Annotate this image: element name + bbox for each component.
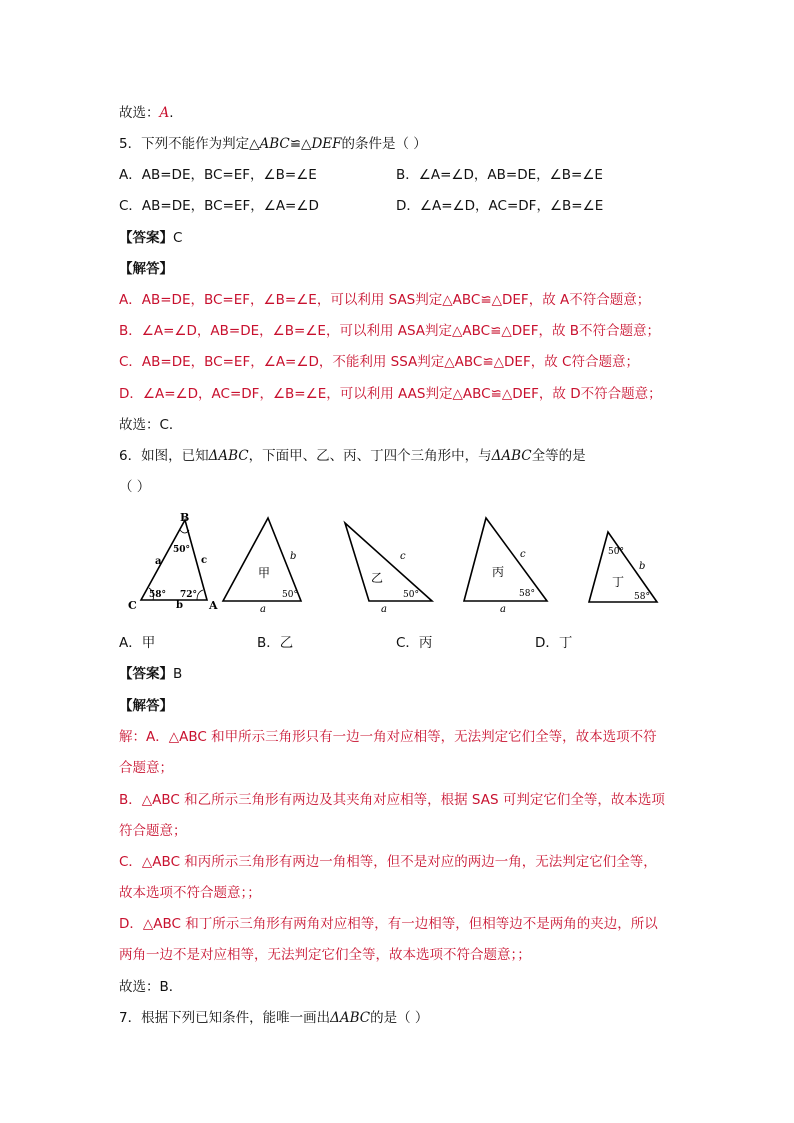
q6-stem-abc: ΔABC <box>208 448 249 464</box>
q5-stem-text: 5．下列不能作为判定△ <box>119 136 260 152</box>
vertex-b-label: B <box>180 511 190 524</box>
q6-analysis-line: D．△ABC 和丁所示三角形有两角对应相等，有一边相等，但相等边不是两角的夹边，所以 <box>119 916 658 932</box>
q5-option-b: B．∠A=∠D，AB=DE，∠B=∠E <box>396 167 603 183</box>
triangle-bing-name: 丙 <box>492 565 505 579</box>
q6-analysis-line: C．△ABC 和丙所示三角形有两边一角相等，但不是对应的两边一角，无法判定它们全等， <box>119 854 657 870</box>
q6-analysis-line: B．△ABC 和乙所示三角形有两边及其夹角对应相等，根据 SAS 可判定它们全等，故本选项 <box>119 792 665 808</box>
q5-analysis-line: C．AB=DE，BC=EF，∠A=∠D，不能利用 SSA判定△ABC≌△DEF，故 C符合题意； <box>119 354 639 370</box>
side-b-label: b <box>639 561 646 572</box>
q5-option-c: C．AB=DE，BC=EF，∠A=∠D <box>119 198 319 214</box>
q6-analysis-line: 故本选项不符合题意；； <box>119 885 261 901</box>
q5-option-d: D．∠A=∠D，AC=DF，∠B=∠E <box>396 198 604 214</box>
vertex-c-label: C <box>128 599 137 612</box>
q6-stem <box>119 447 586 465</box>
q6-stem-text: 6．如图，已知 <box>119 448 209 464</box>
q6-option-a: A．甲 <box>119 635 156 651</box>
q6-answer-paren: （ ） <box>119 479 151 495</box>
side-b-label: b <box>176 600 183 611</box>
triangle-ding <box>589 532 657 602</box>
triangle-yi-name: 乙 <box>371 571 384 585</box>
q5-stem <box>119 135 427 153</box>
q6-option-b: B．乙 <box>257 635 294 651</box>
conclusion-answer: A <box>159 105 170 121</box>
angle-label: 50° <box>282 590 298 600</box>
q6-option-d: D．丁 <box>535 635 573 651</box>
q6-analysis-line: 两角一边不是对应相等，无法判定它们全等，故本选项不符合题意；； <box>119 947 531 963</box>
q7-stem-abc: ΔABC <box>330 1010 371 1026</box>
q5-analysis-line: B．∠A=∠D，AB=DE，∠B=∠E，可以利用 ASA判定△ABC≌△DEF，故 B不符合题意； <box>119 323 661 339</box>
side-c-label: c <box>201 555 208 566</box>
angle-a-label: 72° <box>180 590 198 600</box>
answer-value: C <box>173 230 183 246</box>
q6-conclusion: 故选：B． <box>119 979 183 995</box>
side-b-label: b <box>290 551 297 562</box>
side-c-label: c <box>520 549 526 560</box>
side-a-label: a <box>155 556 162 567</box>
side-c-label: c <box>400 551 406 562</box>
q6-analysis-line: 解：A．△ABC 和甲所示三角形只有一边一角对应相等，无法判定它们全等，故本选项不符 <box>119 729 657 745</box>
q5-stem-congruent: ≌△ <box>289 136 312 152</box>
angle-c-label: 58° <box>149 590 167 600</box>
q5-stem-abc: ABC <box>259 136 290 152</box>
q6-triangles-figure <box>119 508 679 616</box>
triangle-yi <box>345 523 432 615</box>
answer-value: B <box>173 666 183 682</box>
angle-label: 58° <box>634 592 650 602</box>
q6-stem-abc2: ΔABC <box>491 448 532 464</box>
answer-label: 【答案】 <box>119 230 173 246</box>
vertex-a-label: A <box>209 599 218 612</box>
q5-stem-tail: 的条件是（ ） <box>341 136 427 152</box>
q7-stem-text: 7．根据下列已知条件，能唯一画出 <box>119 1010 331 1026</box>
q5-analysis-line: A．AB=DE，BC=EF，∠B=∠E，可以利用 SAS判定△ABC≌△DEF，故 A不符合题意； <box>119 292 651 308</box>
q5-stem-def: DEF <box>311 136 342 152</box>
q6-analysis-line: 符合题意； <box>119 823 187 839</box>
side-a-label: a <box>260 604 266 615</box>
q6-answer <box>119 665 182 683</box>
triangle-ding-name: 丁 <box>612 575 625 589</box>
q7-stem-tail: 的是（ ） <box>370 1010 429 1026</box>
q5-analysis-line: D．∠A=∠D，AC=DF，∠B=∠E，可以利用 AAS判定△ABC≌△DEF，故 D不符合题意； <box>119 386 662 402</box>
answer-label: 【答案】 <box>119 666 173 682</box>
q5-answer <box>119 229 182 247</box>
angle-label: 50° <box>608 547 624 557</box>
triangle-abc <box>128 511 218 612</box>
angle-b-label: 50° <box>173 545 191 555</box>
q5-option-a: A．AB=DE，BC=EF，∠B=∠E <box>119 167 317 183</box>
q6-analysis-line: 合题意； <box>119 760 173 776</box>
triangle-bing <box>464 518 547 615</box>
q6-analysis-label: 【解答】 <box>119 698 173 714</box>
conclusion-prefix: 故选： <box>119 105 160 121</box>
conclusion-suffix: . <box>169 105 174 121</box>
q5-analysis-label: 【解答】 <box>119 261 173 277</box>
q5-conclusion: 故选：C． <box>119 417 183 433</box>
side-a-label: a <box>500 604 506 615</box>
q6-stem-tail: 全等的是 <box>531 448 586 464</box>
angle-label: 50° <box>403 590 419 600</box>
angle-label: 58° <box>519 589 535 599</box>
q4-conclusion <box>119 104 174 122</box>
q6-stem-mid: ，下面甲、乙、丙、丁四个三角形中，与 <box>248 448 492 464</box>
triangle-jia-name: 甲 <box>258 566 271 580</box>
side-a-label: a <box>381 604 387 615</box>
q7-stem <box>119 1009 428 1027</box>
triangle-jia <box>223 518 301 615</box>
q6-option-c: C．丙 <box>396 635 433 651</box>
